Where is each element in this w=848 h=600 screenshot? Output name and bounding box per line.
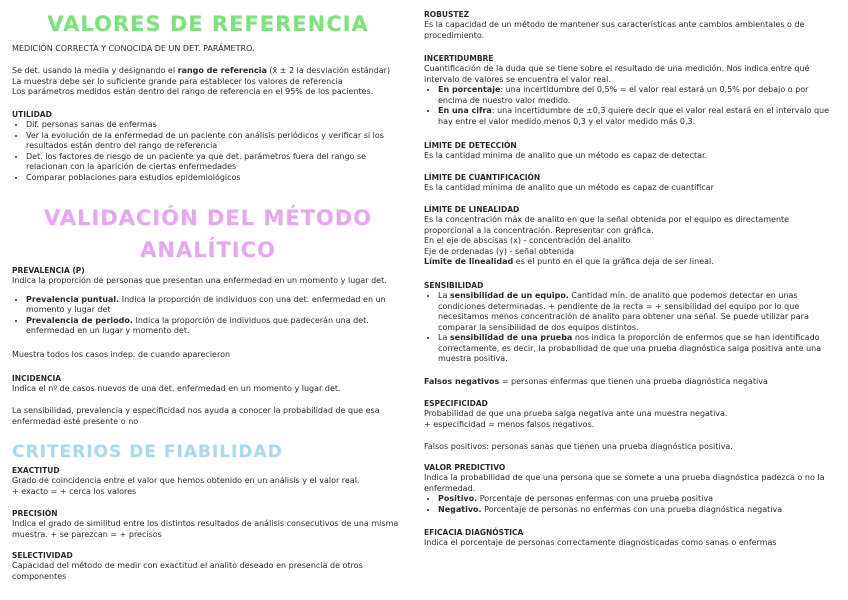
especificidad-heading: ESPECIFICIDAD [424, 399, 488, 408]
eficacia-block [424, 528, 836, 549]
falsos-positivos: Falsos positivos: personas sanas que tienen una prueba diagnóstica positiva. [424, 442, 733, 451]
limite-cuantificacion-heading: LÍMITE DE CUANTIFICACIÓN [424, 173, 541, 182]
ref-paragraph-2: La muestra debe ser lo suficiente grande para establecer los valores de referencia [12, 76, 343, 86]
list-item: • Negativo. Porcentaje de personas no enfermas con una prueba diagnóstica negativa [438, 505, 836, 516]
list-item: • La sensibilidad de una prueba nos indica la proporción de enfermos que se han identificado correctamente, es decir, la probabilidad de que una prueba diagnóstica salga positiva ante una muestra positiva. [438, 333, 836, 365]
especificidad-text-1: Probabilidad de que una prueba salga negativa ante una muestra negativa. [424, 409, 728, 418]
incertidumbre-list [424, 85, 836, 127]
title-valores-referencia: VALORES DE REFERENCIA [47, 12, 369, 36]
list-item: • En una cifra: una incertidumbre de ±0,3 quiere decir que el valor real estará en el intervalo que hay entre el valor medido menos 0,3 y el valor medido más 0,3. [438, 106, 836, 127]
incidencia-heading: INCIDENCIA [12, 374, 62, 383]
precision-text: Indica el grado de similitud entre los distintos resultados de análisis consecutivos de una misma muestra. + se parezcan = + precisos [12, 519, 399, 539]
limite-cuantificacion-block [424, 173, 836, 194]
list-item: • Det. los factores de riesgo de un paciente ya que det. parámetros fuera del rango se relacionan con la aparición de ciertas enfermedades [26, 152, 404, 173]
referencia-block [12, 66, 404, 98]
selectividad-text: Capacidad del método de medir con exactitud el analito deseado en presencia de otros componentes [12, 561, 363, 581]
list-item: • La sensibilidad de un equipo. Cantidad mín. de analito que podemos detectar en unas condiciones determinadas. + pendiente de la recta = + sensibilidad del equipo por lo que necesitamos menos concentración de analito para obtener una señal. Se puede utilizar para comparar la sensibilidad de dos equipos distintos. [438, 291, 836, 333]
list-item: • Comparar poblaciones para estudios epidemiológicos [26, 173, 404, 184]
prevalencia-text: Indica la proporción de personas que presentan una enfermedad en un momento y lugar det. [12, 276, 387, 285]
exactitud-text-2: + exacto = + cerca los valores [12, 486, 137, 496]
especificidad-block [424, 399, 836, 430]
eficacia-text: Indica el porcentaje de personas correctamente diagnosticadas como sanas o enfermas [424, 538, 777, 547]
robustez-text: Es la capacidad de un método de mantener sus características ante cambios ambientales o de procedimiento. [424, 20, 805, 40]
title-validacion-line2: ANALÍTICO [140, 238, 276, 262]
exactitud-text-1: Grado de coincidencia entre el valor que hemos obtenido en un análisis y el valor real. [12, 476, 360, 485]
title-validacion-line1: VALIDACIÓN DEL MÉTODO [43, 206, 373, 230]
sensibilidad-heading: SENSIBILIDAD [424, 281, 484, 290]
limite-cuantificacion-text: Es la cantidad mínima de analito que un método es capaz de cuantificar [424, 183, 714, 192]
prevalencia-note: Muestra todos los casos indep. de cuando aparecieron [12, 350, 231, 359]
sensibilidad-note: La sensibilidad, prevalencia y especificidad nos ayuda a conocer la probabilidad de que esa enfermedad esté presente o no [12, 406, 380, 426]
eficacia-heading: EFICACIA DIAGNÓSTICA [424, 528, 524, 537]
utilidad-heading: UTILIDAD [12, 110, 52, 119]
selectividad-heading: SELECTIVIDAD [12, 551, 73, 560]
list-item: • Dif. personas sanas de enfermas [26, 120, 404, 131]
precision-heading: PRECISIÓN [12, 509, 58, 518]
sensibilidad-block [424, 281, 836, 365]
incidencia-block [12, 374, 404, 395]
exactitud-block [12, 466, 404, 497]
utilidad-list [12, 120, 404, 183]
sensibilidad-list [424, 291, 836, 365]
ref-paragraph-3: Los parámetros medidos están dentro del rango de referencia en el 95% de los pacientes. [12, 87, 374, 96]
title-validacion [12, 196, 404, 266]
limite-linealidad-text-3: Eje de ordenadas (y) - señal obtenida [424, 246, 575, 256]
especificidad-text-2: + especificidad = menos falsos negativos. [424, 419, 595, 429]
valor-predictivo-list [424, 494, 836, 515]
incidencia-text: Indica el nº de casos nuevos de una det. enfermedad en un momento y lugar det. [12, 384, 341, 393]
incertidumbre-block [424, 54, 836, 127]
list-item: • Prevalencia puntual. Indica la proporción de individuos con una det. enfermedad en un momento y lugar det [26, 295, 404, 316]
list-item: • En porcentaje: una incertidumbre del 0,5% = el valor real estará un 0,5% por debajo o por encima de nuestro valor medido. [438, 85, 836, 106]
valor-predictivo-block [424, 463, 836, 515]
precision-block [12, 509, 404, 540]
valor-predictivo-heading: VALOR PREDICTIVO [424, 463, 506, 472]
limite-linealidad-text-1: Es la concentración máx de analito en que la señal obtenida por el equipo es directamente proporcional a la concentración. Representar con gráfica. [424, 215, 790, 235]
limite-linealidad-block [424, 205, 836, 268]
limite-linealidad-text-2: En el eje de abscisas (x) - concentración del analito [424, 236, 631, 245]
limite-linealidad-text-4: Límite de linealidad es el punto en el que la gráfica deja de ser lineal. [424, 257, 714, 266]
exactitud-heading: EXACTITUD [12, 466, 60, 475]
incertidumbre-heading: INCERTIDUMBRE [424, 54, 494, 63]
ref-paragraph-1: Se det. usando la media y designando el rango de referencia (x̄ ± 2 la desviación estándar) [12, 66, 391, 75]
falsos-negativos: Falsos negativos = personas enfermas que tienen una prueba diagnóstica negativa [424, 377, 768, 386]
prevalencia-block [12, 266, 404, 337]
limite-linealidad-heading: LÍMITE DE LINEALIDAD [424, 205, 520, 214]
prevalencia-list [12, 295, 404, 337]
valor-predictivo-text: Indica la probabilidad de que una persona que se somete a una prueba diagnóstica padezca o no la enfermedad. [424, 473, 825, 493]
title-criterios-fiabilidad: CRITERIOS DE FIABILIDAD [12, 442, 283, 462]
utilidad-block [12, 110, 404, 183]
robustez-block [424, 10, 836, 41]
incertidumbre-text: Cuantificación de la duda que se tiene sobre el resultado de una medición. Nos indica entre qué intervalo de valores se encuentra el valor real. [424, 64, 810, 84]
robustez-heading: ROBUSTEZ [424, 10, 470, 19]
list-item: • Prevalencia de periodo. Indica la proporción de individuos que padecerán una det. enfermedad en un lugar y momento det. [26, 316, 404, 337]
limite-deteccion-block [424, 141, 836, 162]
prevalencia-heading: PREVALENCIA (P) [12, 266, 85, 275]
list-item: • Ver la evolución de la enfermedad de un paciente con análisis periódicos y verificar si los resultados están dentro del rango de referencia [26, 131, 404, 152]
selectividad-block [12, 551, 404, 582]
subtitle-valores: MEDICIÓN CORRECTA Y CONOCIDA DE UN DET. PARÁMETRO. [12, 44, 255, 53]
limite-deteccion-text: Es la cantidad mínima de analito que un método es capaz de detectar. [424, 151, 708, 160]
list-item: • Positivo. Porcentaje de personas enfermas con una prueba positiva [438, 494, 836, 505]
limite-deteccion-heading: LÍMITE DE DETECCIÓN [424, 141, 517, 150]
